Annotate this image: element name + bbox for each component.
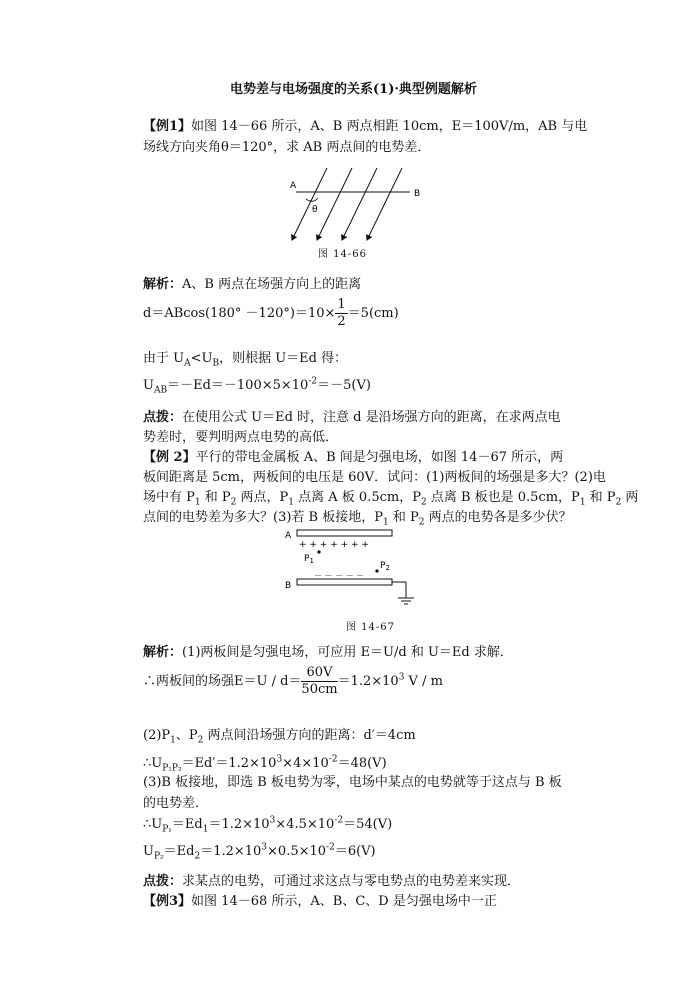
example-2-line-3: 场中有 $P_1$ 和 $P_2$ 两点，$P_1$ 点离 A 板 0.5cm，$P_2$ 点离 B 板也是 0.5cm，$P_1$ 和 $P_2$ 两 (143, 490, 639, 508)
analysis-tag: 解析： (143, 645, 183, 660)
example-2-tip: 点拨：求某点的电势，可通过求这点与零电势点的电势差来实现． (143, 874, 521, 889)
figure-14-66 (282, 168, 432, 244)
analysis-text: A、B 两点在场强方向上的距离 (182, 277, 362, 292)
label-p2: $P_2$ (380, 561, 390, 572)
example-1-tag: 【例1】 (143, 119, 192, 134)
example-3-tag: 【例3】 (143, 894, 192, 909)
equation-d-prime: $(2)P_1$、$P_2$ 两点间沿场强方向的距离：d′＝4cm (143, 728, 416, 746)
plus-charges: + + + + + + + (299, 540, 369, 550)
tip-tag: 点拨： (143, 874, 183, 889)
example-1-tip-line-1: 点拨：在使用公式 U＝Ed 时，注意 d 是沿场强方向的距离，在求两点电 (143, 410, 561, 425)
plate-a (297, 530, 392, 536)
equation-e: ∴两板间的场强E＝U / d＝ $\frac{60V}{50cm}$ $=1.2\times 10^3$ V / m (143, 665, 443, 697)
example-2-analysis: 解析：(1)两板间是匀强电场，可应用 E＝U/d 和 U＝Ed 求解． (143, 645, 513, 660)
figure-14-67 (282, 528, 427, 614)
fraction-numerator: 60V (301, 665, 337, 682)
figure-14-66-caption: 图 14-66 (318, 249, 368, 260)
point-p1 (317, 550, 320, 553)
equation-ua-ub: 由于 $U_A<U_B$，则根据 U＝Ed 得： (143, 351, 348, 369)
example-2-part-3-line-2: 的电势差． (143, 796, 209, 811)
equation-up2: $U_{P_2}=Ed_2=1.2\times 10^3\times 0.5\times 10^{-2}=6(V)$ (143, 842, 376, 862)
figure-14-67-caption: 图 14-67 (346, 622, 396, 633)
example-1-line-1 (143, 115, 587, 134)
fraction-half (335, 297, 347, 330)
example-2-line-2: 板间距离是 5cm，两板间的电压是 60V．试问：(1)两板间的场强是多大？(2)电 (143, 470, 606, 485)
equation-d (143, 297, 399, 330)
example-2-part-3-line-1: (3)B 板接地，即选 B 板电势为零，电场中某点的电势就等于这点与 B 板 (143, 775, 562, 790)
fraction-numerator: 1 (337, 297, 346, 312)
label-b: B (414, 189, 421, 199)
example-2-line-1: 【例 2】平行的带电金属板 A、B 间是匀强电场，如图 14－67 所示，两 (143, 450, 564, 465)
example-2-line-4: 点间的电势差为多大？(3)若 B 板接地，$P_1$ 和 $P_2$ 两点的电势各是多少伏？ (143, 510, 572, 528)
label-theta: θ (312, 205, 318, 215)
example-3-line-1: 【例3】如图 14－68 所示，A、B、C、D 是匀强电场中一正 (143, 894, 497, 909)
equation-up1: $\therefore U_{P_1}=Ed_1=1.2\times 10^3\times 4.5\times 10^{-2}=54(V)$ (143, 815, 393, 835)
example-1-tip-line-2: 势差时，要判明两点电势的高低． (143, 430, 339, 445)
page-title: 电势差与电场强度的关系(1)·典型例题解析 (230, 82, 477, 97)
point-p2 (375, 569, 378, 572)
equation-up1p2: $\therefore U_{P_1P_2}=Ed'=1.2\times 10^3\times 4\times 10^{-2}=48(V)$ (143, 754, 387, 774)
equation-uab: $U_{AB}=-Ed=-100\times 5\times 10^{-2}=-5(V)$ (143, 376, 371, 396)
example-2-tag: 【例 2】 (143, 450, 196, 465)
label-plate-b: B (285, 581, 292, 591)
minus-charges: － － － － － (314, 571, 365, 580)
label-plate-a: A (285, 531, 292, 541)
equation-d-left: d＝ABcos(180° －120°)＝10× (143, 306, 336, 321)
label-a: A (290, 181, 297, 191)
label-p1: $P_1$ (304, 554, 314, 565)
equation-d-right: ＝5(cm) (347, 306, 399, 321)
analysis-tag: 解析： (143, 277, 183, 292)
tip-tag: 点拨： (143, 410, 183, 425)
fraction-denominator: 2 (337, 314, 346, 329)
fraction-60v-50cm (301, 665, 337, 698)
example-1-line-2: 场线方向夹角θ＝120°，求 AB 两点间的电势差． (143, 140, 431, 155)
example-1-analysis (143, 273, 361, 292)
example-1-text-1: 如图 14－66 所示，A、B 两点相距 10cm，E＝100V/m，AB 与电 (191, 119, 588, 134)
fraction-denominator: 50cm (301, 682, 338, 697)
